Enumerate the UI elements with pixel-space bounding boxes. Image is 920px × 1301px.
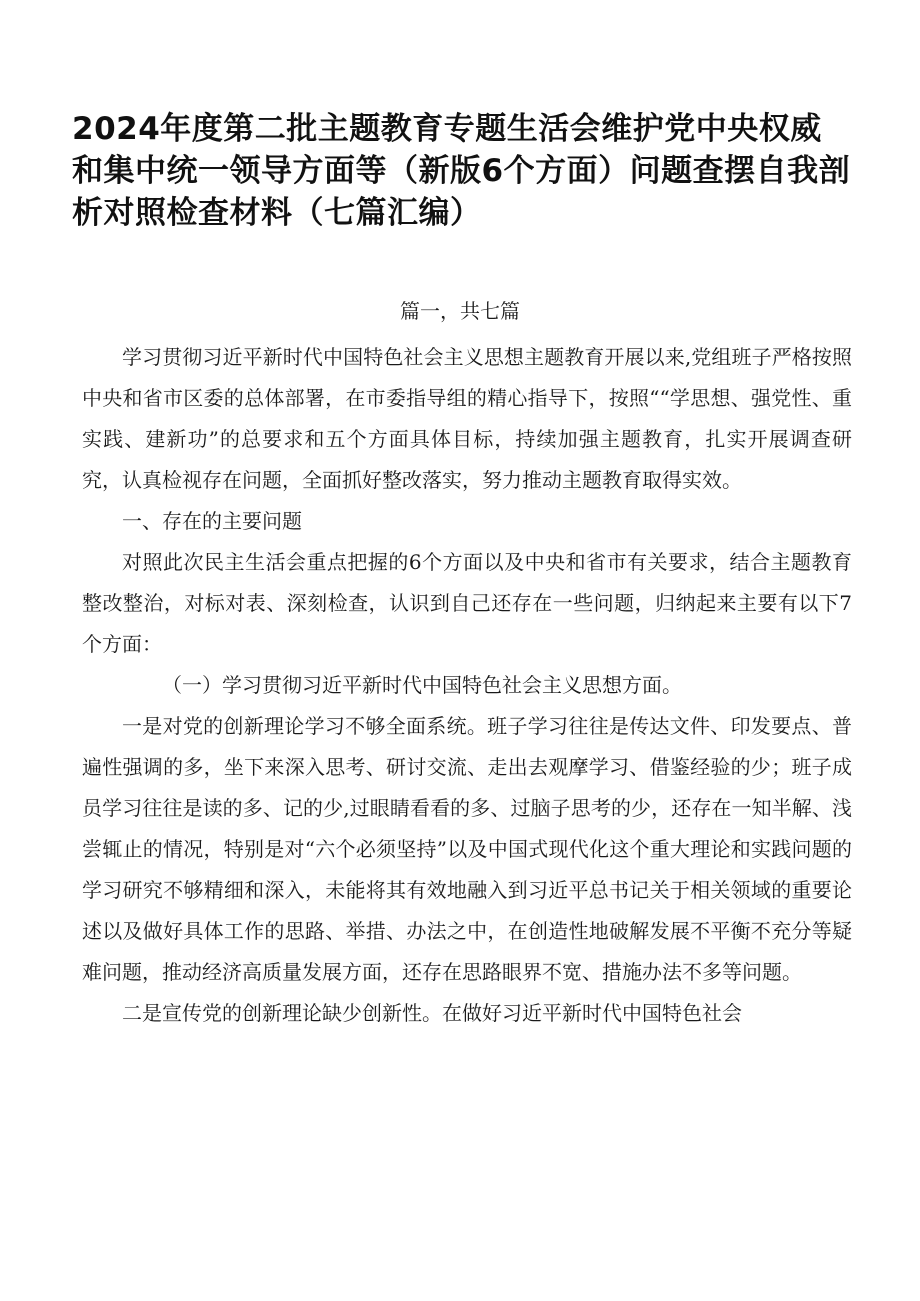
body-paragraph: 学习贯彻习近平新时代中国特色社会主义思想主题教育开展以来,党组班子严格按照中央和省市区委的总体部署，在市委指导组的精心指导下，按照““学思想、强党性、重实践、建新功”的总要求和五个方面具体目标，持续加强主题教育，扎实开展调查研究，认真检视存在问题，全面抓好整改落实，努力推动主题教育取得实效。	[82, 345, 852, 492]
section-heading: 一、存在的主要问题	[122, 509, 302, 533]
document-title: 2024年度第二批主题教育专题生活会维护党中央权威和集中统一领导方面等（新版6个方面）问题查摆自我剖析对照检查材料（七篇汇编）	[72, 111, 851, 231]
body-paragraph: 对照此次民主生活会重点把握的6个方面以及中央和省市有关要求，结合主题教育整改整治，对标对表、深刻检查，认识到自己还存在一些问题，归纳起来主要有以下7个方面：	[82, 550, 852, 656]
body-paragraph: 一是对党的创新理论学习不够全面系统。班子学习往往是传达文件、印发要点、普遍性强调的多，坐下来深入思考、研讨交流、走出去观摩学习、借鉴经验的少；班子成员学习往往是读的多、记的少,过眼睛看看的多、过脑子思考的少，还存在一知半解、浅尝辄止的情况，特别是对“六个必须坚持”以及中国式现代化这个重大理论和实践问题的学习研究不够精细和深入，未能将其有效地融入到习近平总书记关于相关领域的重要论述以及做好具体工作的思路、举措、办法之中，在创造性地破解发展不平衡不充分等疑难问题，推动经济高质量发展方面，还存在思路眼界不宽、措施办法不多等问题。	[82, 714, 852, 984]
body-paragraph: 二是宣传党的创新理论缺少创新性。在做好习近平新时代中国特色社会	[122, 1001, 742, 1025]
document-subtitle: 篇一，共七篇	[400, 299, 520, 323]
document-body	[82, 337, 852, 1034]
subsection-heading: （一）学习贯彻习近平新时代中国特色社会主义思想方面。	[162, 673, 682, 697]
